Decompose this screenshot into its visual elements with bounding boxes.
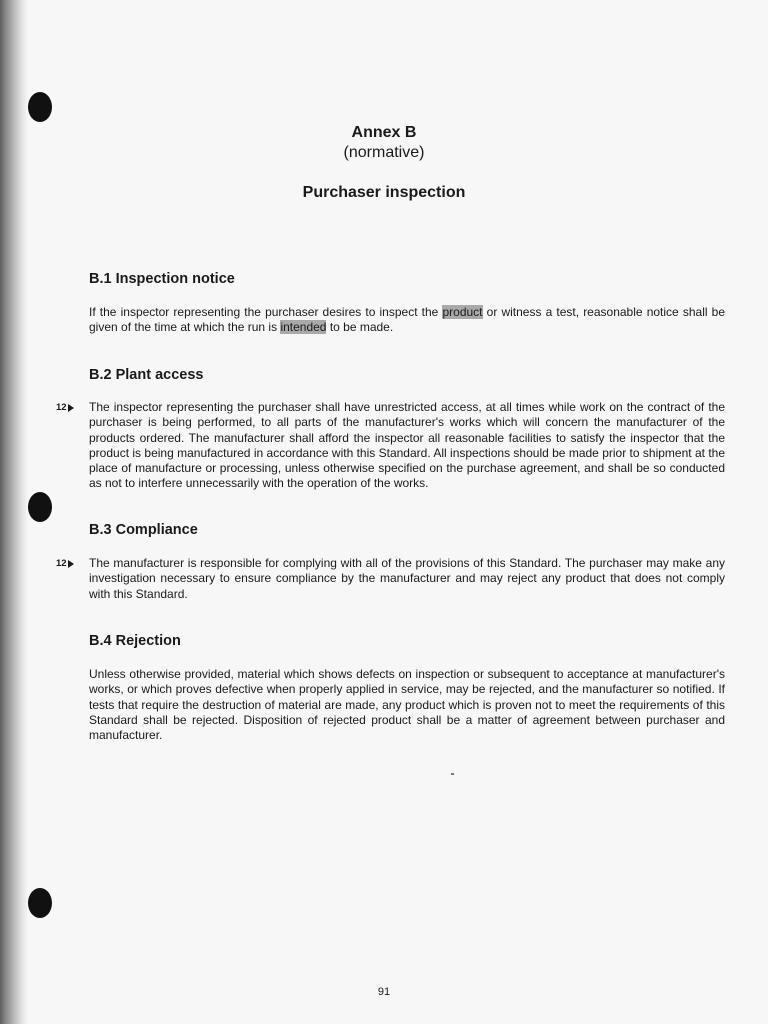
section-heading-b4: B.4 Rejection <box>89 633 181 649</box>
paragraph-text: or witness a test, reasonable notice shall be given of the time at which the run is <box>89 305 726 335</box>
paragraph-text: to be made. <box>326 320 394 335</box>
annex-subtitle: (normative) <box>343 144 425 161</box>
section-paragraph-b4: Unless otherwise provided, material which shows defects on inspection or subsequent to acceptance at manufacturer's works, or which proves defective when properly applied in service, may be rejected, and the manufacturer so notified. If tests that require the destruction of material are made, any product which is proven not to meet the requirements of this Standard shall be rejected. Disposition of rejected product shall be a matter of agreement between purchaser and manufacturer. <box>89 667 725 743</box>
section-heading-b3: B.3 Compliance <box>89 522 198 538</box>
section-paragraph-b1 <box>89 305 725 336</box>
annex-title: Annex B <box>351 124 417 141</box>
revision-number: 12 <box>56 402 67 413</box>
scan-speck <box>451 773 454 775</box>
section-paragraph-b3: The manufacturer is responsible for complying with all of the provisions of this Standard. The purchaser may make any investigation necessary to ensure compliance by the manufacturer and may reject any product that does not comply with this Standard. <box>89 556 725 601</box>
revision-margin-mark-b3 <box>56 558 74 569</box>
punch-hole-middle <box>28 492 52 522</box>
highlighted-word-product: product <box>442 305 483 319</box>
punch-hole-top <box>28 92 52 122</box>
annex-heading: Purchaser inspection <box>302 184 466 201</box>
punch-hole-bottom <box>28 888 52 918</box>
section-heading-b2: B.2 Plant access <box>89 367 204 383</box>
section-heading-b1: B.1 Inspection notice <box>89 271 235 287</box>
highlighted-word-intended: intended <box>280 320 327 335</box>
revision-number: 12 <box>56 558 67 569</box>
section-paragraph-b2: The inspector representing the purchaser shall have unrestricted access, at all times while work on the contract of the purchaser is being performed, to all parts of the manufacturer's works which will concern the manufacturer of the products ordered. The manufacturer shall afford the inspector all reasonable facilities to satisfy the inspector that the product is being manufactured in accordance with this Standard. All inspections should be made prior to shipment at the place of manufacture or processing, unless otherwise specified on the purchase agreement, and shall be so conducted as not to interfere unnecessarily with the operation of the works. <box>89 400 725 491</box>
page-number: 91 <box>377 986 391 998</box>
triangle-marker-icon <box>68 560 74 568</box>
paragraph-text: If the inspector representing the purchaser desires to inspect the <box>89 305 443 319</box>
revision-margin-mark-b2 <box>56 402 74 413</box>
triangle-marker-icon <box>68 404 74 412</box>
